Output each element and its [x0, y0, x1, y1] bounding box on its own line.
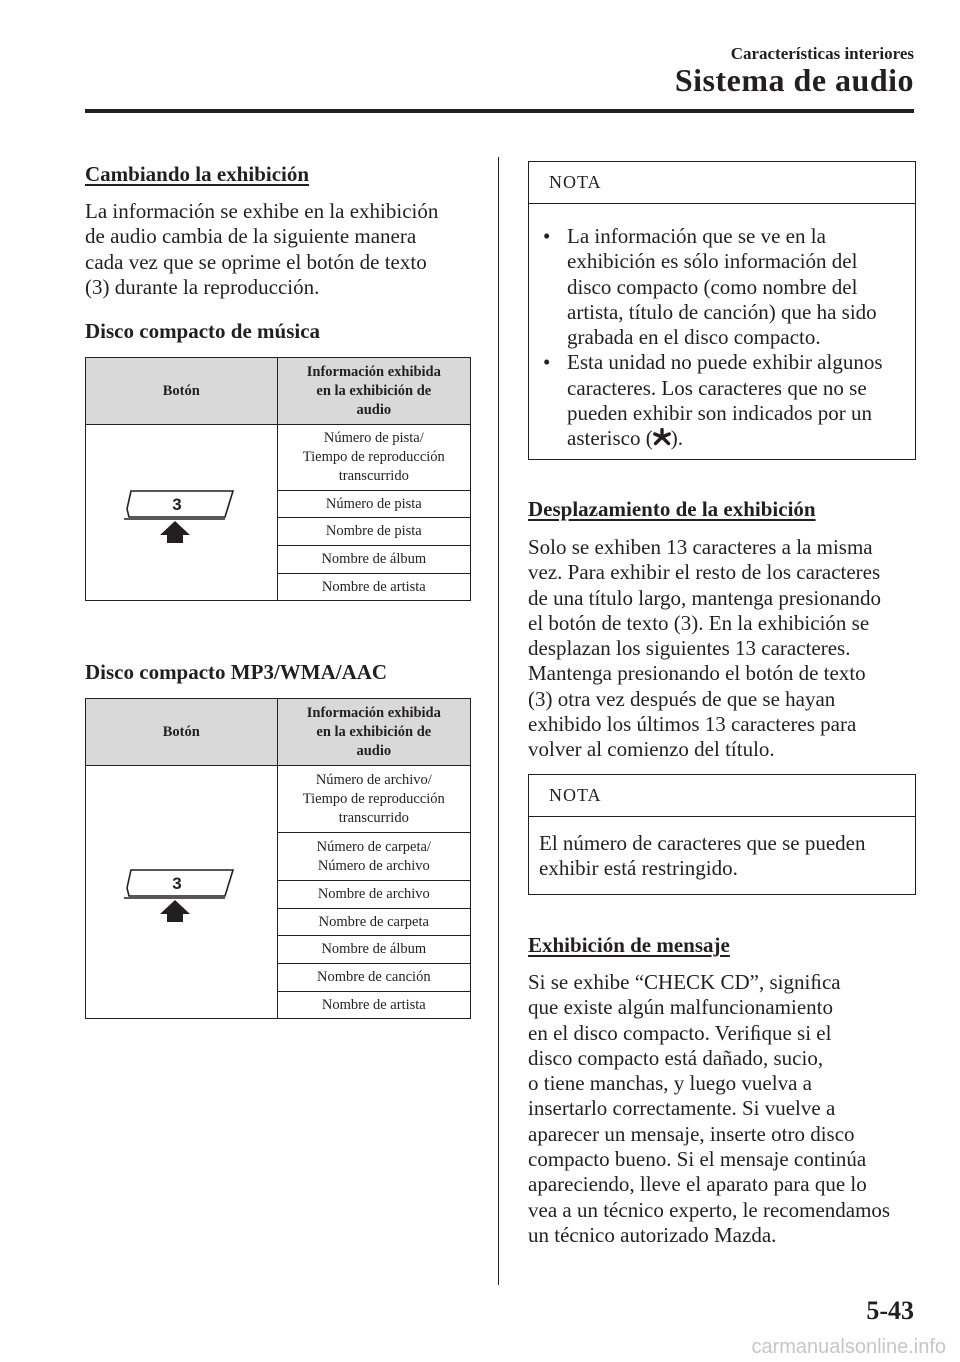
table-cell: Nombre de artista [277, 992, 470, 1019]
button-number-label: 3 [172, 874, 183, 893]
asterisk-icon [653, 428, 671, 446]
column-header-button: Botón [86, 358, 278, 425]
bullet: • [543, 224, 551, 248]
text-line: vez. Para exhibir el resto de los caracteres [528, 560, 881, 585]
text-line: el botón de texto (3). En la exhibición se [528, 610, 870, 635]
column-divider [498, 157, 499, 1285]
table-cell: Nombre de álbum [277, 936, 470, 964]
note-body [529, 817, 915, 882]
bullet: • [543, 350, 551, 375]
section-heading-display: Cambiando la exhibición [85, 162, 310, 186]
text-line: volver al comienzo del título. [528, 737, 775, 762]
message-paragraph [528, 970, 923, 1248]
page-number: 5-43 [866, 1296, 914, 1325]
text-line: que existe algún malfuncionamiento [528, 995, 833, 1020]
text-line: en el disco compacto. Veriﬁque si el [528, 1020, 832, 1045]
section-heading-message: Exhibición de mensaje [528, 933, 730, 957]
mp3-cd-heading: Disco compacto MP3/WMA/AAC [85, 660, 388, 684]
table-cell: Nombre de canción [277, 964, 470, 992]
text-line: cada vez que se oprime el botón de texto [85, 249, 427, 274]
text-line: disco compacto está dañado, sucio, [528, 1045, 824, 1070]
footer-watermark: carmanualsonline.info [751, 1336, 946, 1358]
section-heading-scroll: Desplazamiento de la exhibición [528, 497, 816, 521]
text-line: de una título largo, mantenga presionando [528, 585, 882, 610]
music-cd-heading: Disco compacto de música [85, 319, 321, 343]
asterisk-line: asterisco ( ). [567, 426, 683, 451]
text-line: o tiene manchas, y luego vuelva a [528, 1071, 812, 1096]
text-button-cell [86, 425, 278, 601]
text-line: vea a un técnico experto, le recomendamos [528, 1197, 891, 1222]
text-line: insertarlo correctamente. Si vuelve a [528, 1096, 836, 1121]
table-cell: Número de carpeta/ Número de archivo [277, 833, 470, 881]
text-line: Mantenga presionando el botón de texto [528, 661, 866, 686]
note-bullet-item: • La información que se ve en la exhibición es sólo información del disco compacto (como nombre del artista, título de canción) que ha sido grabada en el disco compacto. [543, 224, 877, 350]
text-line: apareciendo, lleve el aparato para que lo [528, 1172, 867, 1197]
table-cell: Nombre de álbum [277, 546, 470, 574]
text-line: (3) durante la reproducción. [85, 274, 320, 299]
text-button-illustration [121, 862, 241, 922]
display-paragraph [85, 199, 485, 300]
text-button-icon [121, 862, 241, 922]
table-cell: Número de archivo/ Tiempo de reproducción transcurrido [277, 766, 470, 833]
table-cell: Nombre de archivo [277, 881, 470, 909]
mp3-cd-table [85, 698, 471, 1019]
section-label: Características interiores [730, 44, 914, 63]
text-button-illustration [121, 483, 241, 543]
text-line: El número de caracteres que se pueden [539, 831, 866, 855]
note-box-1 [528, 161, 916, 460]
column-header-info: Información exhibida en la exhibición de audio [277, 699, 470, 766]
page-title: Sistema de audio [674, 62, 914, 98]
column-header-info: Información exhibida en la exhibición de audio [277, 358, 470, 425]
text-button-icon [121, 483, 241, 543]
text-line: Solo se exhiben 13 caracteres a la misma [528, 535, 873, 559]
note-bullet-item: • Esta unidad no puede exhibir algunos caracteres. Los caracteres que no se pueden exhibir son indicados por un asterisco ( ). [529, 350, 909, 451]
note-box-2 [528, 774, 916, 895]
table-cell: Número de pista [277, 491, 470, 518]
text-line: exhibir está restringido. [539, 856, 738, 881]
text-line: Si se exhibe “CHECK CD”, signiﬁca [528, 970, 841, 994]
text-line: exhibido los últimos 13 caracteres para [528, 712, 857, 737]
table-cell: Número de pista/ Tiempo de reproducción transcurrido [277, 425, 470, 491]
text-line: un técnico autorizado Mazda. [528, 1222, 777, 1247]
text-line: desplazan los siguientes 13 caracteres. [528, 636, 851, 661]
text-button-cell [86, 766, 278, 1019]
table-cell: Nombre de artista [277, 574, 470, 601]
header-rule [85, 109, 914, 113]
table-cell: Nombre de pista [277, 518, 470, 546]
column-header-button: Botón [86, 699, 278, 766]
note-label: NOTA [529, 775, 915, 817]
music-cd-table [85, 357, 471, 601]
note-body [529, 204, 915, 452]
text-line: aparecer un mensaje, inserte otro disco [528, 1121, 855, 1146]
button-number-label: 3 [172, 494, 183, 514]
note-label: NOTA [529, 162, 915, 204]
table-cell: Nombre de carpeta [277, 909, 470, 936]
text-line: (3) otra vez después de que se hayan [528, 686, 836, 711]
text-line: de audio cambia de la siguiente manera [85, 224, 417, 249]
text-line: compacto bueno. Si el mensaje continúa [528, 1147, 867, 1172]
text-line: La información se exhibe en la exhibición [85, 199, 439, 223]
scroll-paragraph [528, 535, 923, 763]
